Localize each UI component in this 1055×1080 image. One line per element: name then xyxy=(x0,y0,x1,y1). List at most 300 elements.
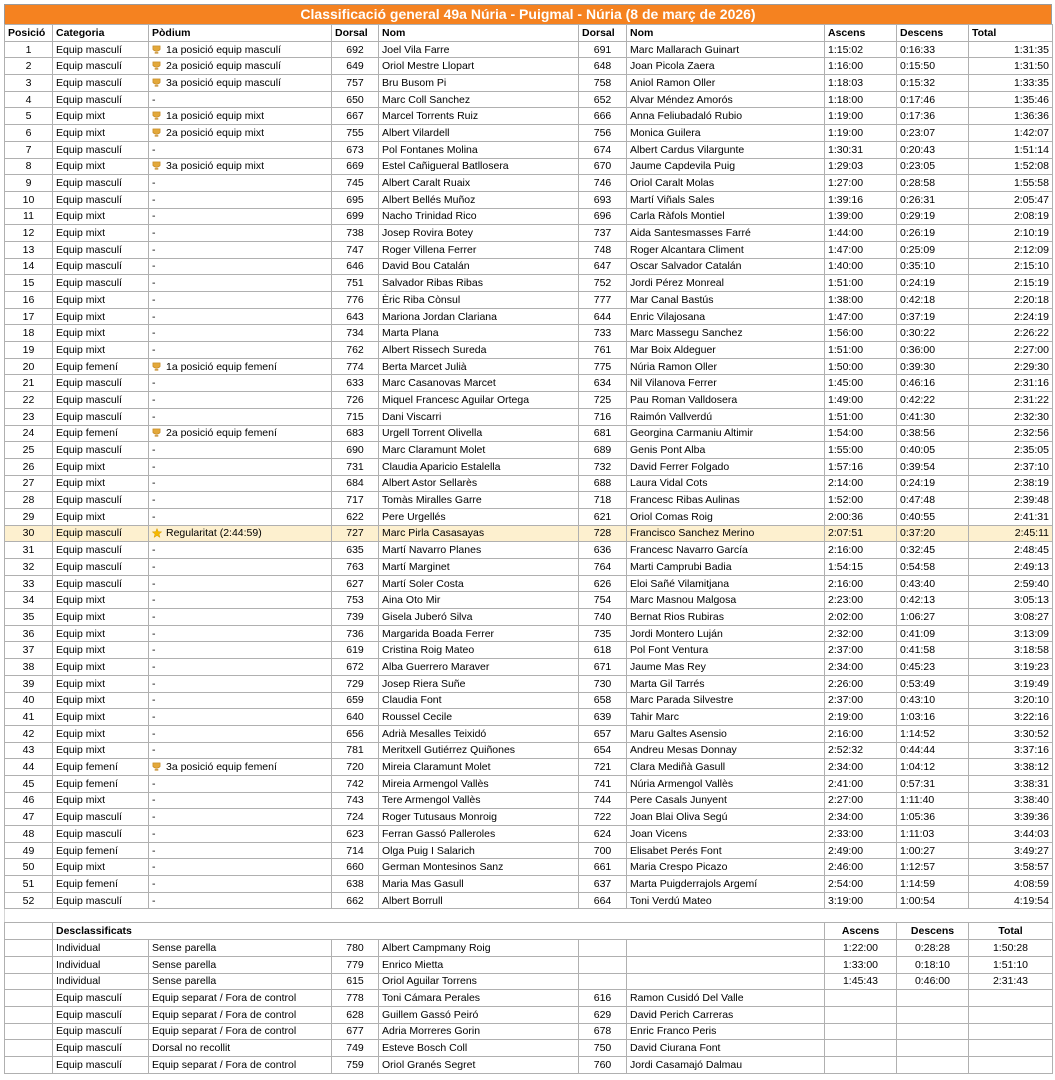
cell-bib-1 xyxy=(332,458,379,475)
cell-total xyxy=(969,642,1053,659)
cell-name-1-text: Bru Busom Pi xyxy=(382,76,447,89)
cell-descent xyxy=(897,258,969,275)
cell-position-text: 46 xyxy=(22,794,35,807)
cell-category xyxy=(53,759,149,776)
cell-name-1-text: Tere Armengol Vallès xyxy=(382,794,481,807)
header-total: Total xyxy=(969,25,1053,42)
cell-bib-2-text: 618 xyxy=(593,644,612,657)
cell-bib-1-text: 635 xyxy=(346,544,364,557)
cell-position xyxy=(5,675,53,692)
disq-reason: Equip separat / Fora de control xyxy=(149,990,332,1007)
table-row xyxy=(5,408,1053,425)
cell-ascent xyxy=(825,75,897,92)
disq-bib-1: 749 xyxy=(332,1040,379,1057)
cell-total xyxy=(969,592,1053,609)
cell-bib-1-text: 731 xyxy=(346,460,364,473)
cell-name-2 xyxy=(627,125,825,142)
trophy-icon xyxy=(152,362,161,371)
table-row xyxy=(5,158,1053,175)
cell-bib-1-text: 727 xyxy=(346,527,364,540)
cell-bib-1-text: 742 xyxy=(346,777,364,790)
cell-podium-text: - xyxy=(152,93,156,106)
cell-ascent xyxy=(825,725,897,742)
cell-total xyxy=(969,542,1053,559)
cell-descent-text: 1:06:27 xyxy=(900,610,936,623)
cell-podium-text: - xyxy=(152,727,156,740)
cell-category-text: Equip femení xyxy=(56,427,118,440)
cell-total xyxy=(969,692,1053,709)
cell-total xyxy=(969,392,1053,409)
table-row xyxy=(5,876,1053,893)
cell-name-1-text: Adrià Mesalles Teixidó xyxy=(382,727,487,740)
cell-name-2-text: Francesc Navarro García xyxy=(630,544,748,557)
cell-total xyxy=(969,675,1053,692)
cell-ascent xyxy=(825,258,897,275)
cell-name-1 xyxy=(379,709,579,726)
cell-total-text: 1:35:46 xyxy=(1013,93,1049,106)
cell-bib-2-text: 647 xyxy=(593,260,612,273)
cell-descent-text: 1:04:12 xyxy=(900,761,936,774)
cell-category-text: Equip mixt xyxy=(56,477,106,490)
cell-bib-2-text: 735 xyxy=(593,627,612,640)
cell-position xyxy=(5,208,53,225)
cell-category xyxy=(53,58,149,75)
cell-position-text: 47 xyxy=(22,811,35,824)
table-row xyxy=(5,842,1053,859)
cell-category xyxy=(53,342,149,359)
cell-podium-text: - xyxy=(152,777,156,790)
cell-bib-1-text: 717 xyxy=(346,494,364,507)
cell-podium xyxy=(149,559,332,576)
disq-total xyxy=(969,1040,1053,1057)
disq-category: Individual xyxy=(53,956,149,973)
cell-descent-text: 0:54:58 xyxy=(900,560,936,573)
cell-bib-2 xyxy=(579,191,627,208)
cell-ascent-text: 1:29:03 xyxy=(828,160,864,173)
cell-descent-text: 0:42:22 xyxy=(900,393,936,406)
cell-name-2-text: Enric Vilajosana xyxy=(630,310,706,323)
cell-podium-text: - xyxy=(152,644,156,657)
cell-ascent-text: 1:50:00 xyxy=(828,360,864,373)
results-table xyxy=(4,24,1053,1074)
cell-name-1-text: Albert Astor Sellarès xyxy=(382,477,478,490)
cell-descent-text: 0:20:43 xyxy=(900,143,936,156)
cell-name-1 xyxy=(379,342,579,359)
cell-podium xyxy=(149,125,332,142)
cell-name-2-text: Anna Feliubadaló Rubio xyxy=(630,110,743,123)
cell-ascent-text: 2:26:00 xyxy=(828,677,864,690)
cell-bib-1-text: 763 xyxy=(346,560,364,573)
cell-name-1-text: Albert Borrull xyxy=(382,894,443,907)
cell-name-1-text: Albert Rissech Sureda xyxy=(382,343,487,356)
cell-total-text: 2:10:19 xyxy=(1013,227,1049,240)
cell-name-1-text: Salvador Ribas Ribas xyxy=(382,277,483,290)
cell-podium-text: - xyxy=(152,460,156,473)
cell-ascent xyxy=(825,559,897,576)
cell-total xyxy=(969,208,1053,225)
disq-bib-2 xyxy=(579,940,627,957)
cell-name-2-text: Genis Pont Alba xyxy=(630,444,706,457)
cell-name-2 xyxy=(627,742,825,759)
cell-ascent-text: 2:16:00 xyxy=(828,577,864,590)
cell-total-text: 3:30:52 xyxy=(1013,727,1049,740)
cell-bib-1 xyxy=(332,542,379,559)
cell-position-text: 13 xyxy=(22,243,35,256)
disq-ascent xyxy=(825,1023,897,1040)
cell-name-1-text: Marcel Torrents Ruiz xyxy=(382,110,479,123)
cell-descent-text: 0:26:31 xyxy=(900,193,936,206)
cell-name-1-text: Nacho Trinidad Rico xyxy=(382,210,477,223)
cell-bib-1-text: 739 xyxy=(346,610,364,623)
cell-bib-1 xyxy=(332,892,379,909)
cell-category-text: Equip masculí xyxy=(56,93,122,106)
cell-podium-text: - xyxy=(152,277,156,290)
results-sheet xyxy=(4,4,1052,1074)
cell-descent xyxy=(897,141,969,158)
cell-category xyxy=(53,325,149,342)
cell-podium-text: - xyxy=(152,227,156,240)
cell-category xyxy=(53,91,149,108)
cell-total-text: 3:13:09 xyxy=(1013,627,1049,640)
cell-position xyxy=(5,709,53,726)
cell-bib-1 xyxy=(332,775,379,792)
cell-category-text: Equip mixt xyxy=(56,327,106,340)
cell-position-text: 37 xyxy=(22,644,35,657)
cell-ascent xyxy=(825,759,897,776)
cell-category xyxy=(53,75,149,92)
cell-name-1-text: Meritxell Gutiérrez Quiñones xyxy=(382,744,516,757)
cell-name-1-text: Albert Caralt Ruaix xyxy=(382,177,471,190)
cell-bib-1-text: 762 xyxy=(346,343,364,356)
cell-bib-1 xyxy=(332,642,379,659)
cell-name-1 xyxy=(379,442,579,459)
cell-bib-2 xyxy=(579,225,627,242)
cell-bib-2-text: 644 xyxy=(593,310,612,323)
disq-total xyxy=(969,1006,1053,1023)
cell-category-text: Equip mixt xyxy=(56,694,106,707)
table-row xyxy=(5,575,1053,592)
cell-bib-2-text: 775 xyxy=(593,360,612,373)
cell-bib-1-text: 726 xyxy=(346,393,364,406)
cell-position-text: 41 xyxy=(22,711,35,724)
disq-category: Equip masculí xyxy=(53,1056,149,1073)
cell-descent xyxy=(897,625,969,642)
cell-name-1-text: Mireia Armengol Vallès xyxy=(382,777,489,790)
cell-bib-2 xyxy=(579,208,627,225)
cell-name-2-text: Pol Font Ventura xyxy=(630,644,709,657)
cell-total xyxy=(969,475,1053,492)
cell-category-text: Equip masculí xyxy=(56,243,122,256)
cell-ascent xyxy=(825,892,897,909)
cell-name-1-text: Marc Claramunt Molet xyxy=(382,444,486,457)
cell-category-text: Equip mixt xyxy=(56,227,106,240)
cell-total-text: 2:26:22 xyxy=(1013,327,1049,340)
cell-name-2-text: Marc Massegu Sanchez xyxy=(630,327,743,340)
cell-bib-1-text: 714 xyxy=(346,844,364,857)
cell-name-2 xyxy=(627,859,825,876)
cell-ascent xyxy=(825,358,897,375)
disq-reason: Sense parella xyxy=(149,940,332,957)
cell-total-text: 2:59:40 xyxy=(1013,577,1049,590)
cell-ascent-text: 2:37:00 xyxy=(828,694,864,707)
cell-podium-text: 2a posició equip masculí xyxy=(166,60,281,73)
cell-bib-1-text: 622 xyxy=(346,510,364,523)
cell-name-1-text: Tomàs Miralles Garre xyxy=(382,494,482,507)
cell-name-2 xyxy=(627,876,825,893)
cell-name-1 xyxy=(379,325,579,342)
cell-descent-text: 0:42:13 xyxy=(900,594,936,607)
cell-category xyxy=(53,208,149,225)
cell-descent-text: 0:17:46 xyxy=(900,93,936,106)
cell-category-text: Equip mixt xyxy=(56,460,106,473)
cell-total-text: 2:37:10 xyxy=(1013,460,1049,473)
cell-descent-text: 0:44:44 xyxy=(900,744,936,757)
cell-ascent xyxy=(825,492,897,509)
cell-category-text: Equip mixt xyxy=(56,627,106,640)
cell-category-text: Equip mixt xyxy=(56,126,106,139)
table-row xyxy=(5,358,1053,375)
cell-ascent-text: 2:34:00 xyxy=(828,811,864,824)
cell-name-1-text: Martí Marginet xyxy=(382,560,450,573)
cell-podium xyxy=(149,191,332,208)
cell-ascent xyxy=(825,592,897,609)
cell-position-text: 3 xyxy=(25,76,32,89)
cell-total-text: 1:31:35 xyxy=(1013,43,1049,56)
disq-total: 2:31:43 xyxy=(969,973,1053,990)
cell-descent-text: 0:35:10 xyxy=(900,260,936,273)
table-row xyxy=(5,41,1053,58)
trophy-icon xyxy=(152,762,161,771)
cell-name-1-text: Gisela Juberó Silva xyxy=(382,610,473,623)
cell-bib-1-text: 738 xyxy=(346,227,364,240)
cell-position-text: 15 xyxy=(22,277,35,290)
cell-position-text: 42 xyxy=(22,727,35,740)
cell-descent-text: 0:46:16 xyxy=(900,377,936,390)
cell-total xyxy=(969,759,1053,776)
cell-descent-text: 0:39:54 xyxy=(900,460,936,473)
cell-descent xyxy=(897,425,969,442)
cell-name-2 xyxy=(627,792,825,809)
cell-podium xyxy=(149,742,332,759)
cell-category xyxy=(53,525,149,542)
cell-name-1-text: Martí Soler Costa xyxy=(382,577,464,590)
cell-bib-1-text: 649 xyxy=(346,60,364,73)
cell-bib-1 xyxy=(332,492,379,509)
disq-bib-2: 750 xyxy=(579,1040,627,1057)
cell-descent xyxy=(897,725,969,742)
cell-descent-text: 0:37:20 xyxy=(900,527,936,540)
cell-position-text: 34 xyxy=(22,594,35,607)
cell-total xyxy=(969,742,1053,759)
cell-name-1 xyxy=(379,458,579,475)
cell-descent xyxy=(897,792,969,809)
cell-bib-1 xyxy=(332,41,379,58)
cell-name-1 xyxy=(379,592,579,609)
cell-bib-1 xyxy=(332,258,379,275)
cell-ascent xyxy=(825,175,897,192)
cell-total-text: 3:44:03 xyxy=(1013,827,1049,840)
cell-bib-1 xyxy=(332,141,379,158)
cell-ascent xyxy=(825,325,897,342)
cell-podium xyxy=(149,41,332,58)
cell-bib-2 xyxy=(579,358,627,375)
cell-descent-text: 1:11:03 xyxy=(900,827,935,840)
disq-ascent: 1:33:00 xyxy=(825,956,897,973)
cell-position-text: 5 xyxy=(25,110,32,123)
cell-bib-2 xyxy=(579,175,627,192)
cell-podium xyxy=(149,342,332,359)
cell-position xyxy=(5,408,53,425)
cell-descent xyxy=(897,225,969,242)
cell-ascent-text: 1:19:00 xyxy=(828,126,864,139)
cell-name-1 xyxy=(379,408,579,425)
cell-name-2 xyxy=(627,775,825,792)
cell-name-2 xyxy=(627,725,825,742)
cell-position xyxy=(5,725,53,742)
table-row xyxy=(5,542,1053,559)
disq-empty-cell xyxy=(5,1006,53,1023)
cell-position-text: 25 xyxy=(22,444,35,457)
cell-podium-text: - xyxy=(152,143,156,156)
cell-total xyxy=(969,75,1053,92)
cell-category-text: Equip femení xyxy=(56,777,118,790)
cell-podium-text: 3a posició equip femení xyxy=(166,761,277,774)
cell-ascent-text: 1:45:00 xyxy=(828,377,864,390)
cell-ascent xyxy=(825,692,897,709)
cell-bib-2-text: 621 xyxy=(593,510,612,523)
cell-ascent xyxy=(825,525,897,542)
cell-descent xyxy=(897,876,969,893)
cell-podium-text: - xyxy=(152,627,156,640)
table-row xyxy=(5,208,1053,225)
disq-category: Individual xyxy=(53,973,149,990)
cell-podium-text: 3a posició equip mixt xyxy=(166,160,265,173)
cell-ascent xyxy=(825,41,897,58)
cell-descent xyxy=(897,208,969,225)
cell-podium-text: - xyxy=(152,177,156,190)
cell-name-2 xyxy=(627,325,825,342)
trophy-icon xyxy=(152,111,161,120)
cell-total-text: 2:24:19 xyxy=(1013,310,1049,323)
cell-bib-2-text: 740 xyxy=(593,610,612,623)
cell-ascent-text: 1:47:00 xyxy=(828,243,864,256)
cell-position-text: 48 xyxy=(22,827,35,840)
cell-name-2-text: Oscar Salvador Catalán xyxy=(630,260,742,273)
cell-bib-2-text: 756 xyxy=(593,126,612,139)
cell-podium-text: - xyxy=(152,861,156,874)
cell-bib-2 xyxy=(579,75,627,92)
cell-bib-1-text: 781 xyxy=(346,744,364,757)
cell-bib-2-text: 670 xyxy=(593,160,612,173)
disq-category: Equip masculí xyxy=(53,990,149,1007)
cell-category-text: Equip mixt xyxy=(56,727,106,740)
cell-bib-2 xyxy=(579,675,627,692)
cell-position xyxy=(5,508,53,525)
cell-bib-2-text: 693 xyxy=(593,193,612,206)
cell-name-1-text: Claudia Aparicio Estalella xyxy=(382,460,501,473)
cell-name-2 xyxy=(627,275,825,292)
disq-ascent: 1:45:43 xyxy=(825,973,897,990)
cell-category xyxy=(53,826,149,843)
cell-name-2 xyxy=(627,458,825,475)
cell-descent xyxy=(897,809,969,826)
cell-category xyxy=(53,675,149,692)
cell-total xyxy=(969,108,1053,125)
cell-category xyxy=(53,859,149,876)
cell-descent-text: 0:41:09 xyxy=(900,627,936,640)
cell-category-text: Equip femení xyxy=(56,877,118,890)
cell-ascent xyxy=(825,375,897,392)
cell-total-text: 3:18:58 xyxy=(1013,644,1049,657)
table-row xyxy=(5,625,1053,642)
cell-podium xyxy=(149,508,332,525)
cell-bib-2-text: 732 xyxy=(593,460,612,473)
cell-name-2-text: Raimón Vallverdú xyxy=(630,410,713,423)
cell-descent-text: 0:39:30 xyxy=(900,360,936,373)
cell-total xyxy=(969,375,1053,392)
cell-name-2-text: Carla Ràfols Montiel xyxy=(630,210,725,223)
cell-bib-2-text: 764 xyxy=(593,560,612,573)
cell-ascent xyxy=(825,191,897,208)
cell-bib-1-text: 646 xyxy=(346,260,364,273)
cell-name-1-text: Roger Tutusaus Monroig xyxy=(382,811,497,824)
cell-position xyxy=(5,425,53,442)
cell-bib-1-text: 673 xyxy=(346,143,364,156)
cell-name-2 xyxy=(627,609,825,626)
cell-category-text: Equip mixt xyxy=(56,594,106,607)
cell-descent-text: 0:42:18 xyxy=(900,293,936,306)
cell-category xyxy=(53,225,149,242)
cell-bib-1-text: 643 xyxy=(346,310,364,323)
cell-bib-1 xyxy=(332,208,379,225)
cell-descent-text: 0:26:19 xyxy=(900,227,936,240)
cell-total-text: 3:19:49 xyxy=(1013,677,1049,690)
cell-podium xyxy=(149,308,332,325)
cell-ascent xyxy=(825,408,897,425)
cell-total-text: 2:41:31 xyxy=(1013,510,1049,523)
cell-total xyxy=(969,308,1053,325)
disq-reason: Equip separat / Fora de control xyxy=(149,1056,332,1073)
cell-category xyxy=(53,542,149,559)
cell-ascent xyxy=(825,292,897,309)
table-row xyxy=(5,859,1053,876)
cell-ascent xyxy=(825,425,897,442)
cell-position-text: 38 xyxy=(22,660,35,673)
cell-descent xyxy=(897,458,969,475)
cell-category xyxy=(53,458,149,475)
cell-descent xyxy=(897,75,969,92)
disq-descent: 0:18:10 xyxy=(897,956,969,973)
cell-bib-1 xyxy=(332,408,379,425)
cell-total xyxy=(969,575,1053,592)
cell-position xyxy=(5,292,53,309)
disqualified-row xyxy=(5,940,1053,957)
cell-descent xyxy=(897,842,969,859)
cell-podium xyxy=(149,876,332,893)
cell-name-1-text: Josep Rovira Botey xyxy=(382,227,474,240)
disq-header-total: Total xyxy=(969,923,1053,940)
header-bib-1: Dorsal xyxy=(332,25,379,42)
disq-name-1: Oriol Aguilar Torrens xyxy=(379,973,579,990)
cell-position-text: 26 xyxy=(22,460,35,473)
cell-bib-2 xyxy=(579,158,627,175)
cell-position xyxy=(5,525,53,542)
disq-name-2 xyxy=(627,973,825,990)
cell-total xyxy=(969,559,1053,576)
cell-name-2-text: Jordi Montero Luján xyxy=(630,627,723,640)
cell-name-2-text: Núria Ramon Oller xyxy=(630,360,717,373)
cell-name-1 xyxy=(379,308,579,325)
